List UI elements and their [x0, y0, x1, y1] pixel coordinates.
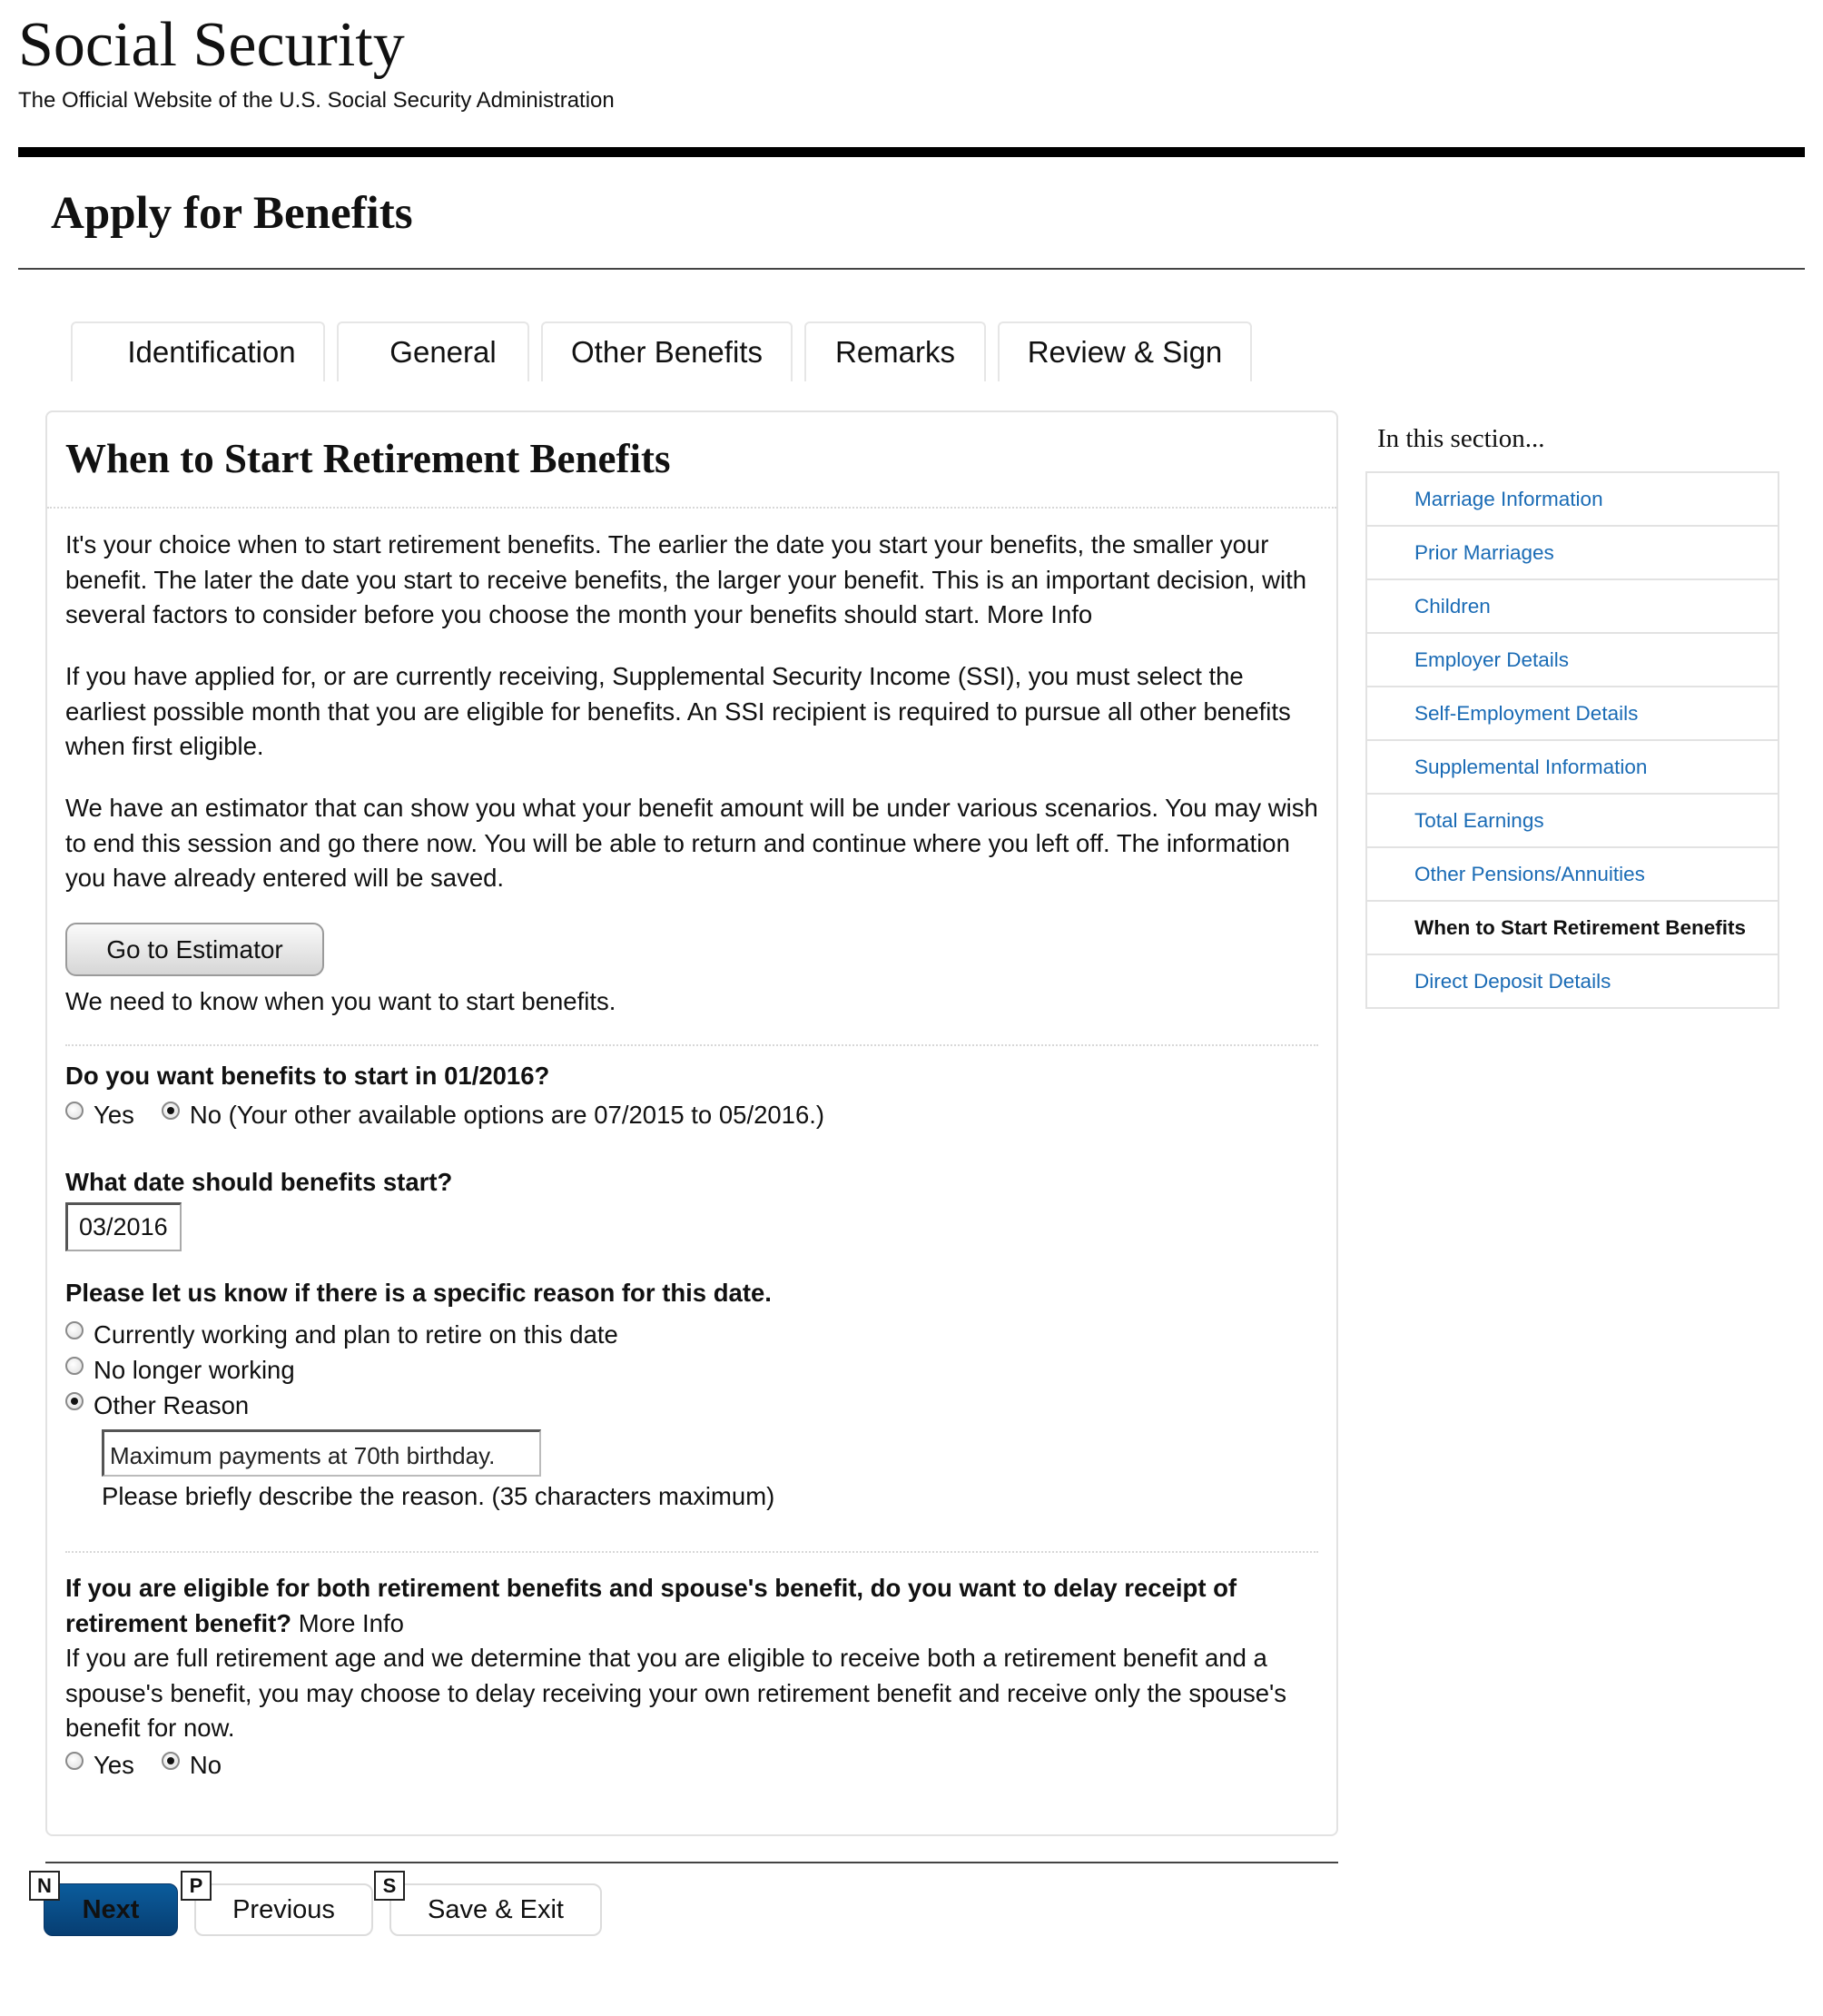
sidebar-item-supplemental-information[interactable]: Supplemental Information — [1367, 741, 1778, 795]
intro-text: It's your choice when to start retirement benefits. The earlier the date you start your benefits, the smaller your benefit. The later the date you start to receive benefits, the larger your benefit. This is an important decision, with several factors to consider before you choose the month your benefits should start. — [65, 530, 1307, 629]
tab-identification[interactable]: Identification — [71, 321, 325, 381]
start-month-yes-radio[interactable] — [65, 1102, 84, 1120]
spouse-no-label[interactable]: No — [189, 1751, 222, 1779]
tab-general[interactable]: General — [337, 321, 529, 381]
other-reason-hint: Please briefly describe the reason. (35 characters maximum) — [102, 1482, 775, 1510]
tab-other-benefits[interactable]: Other Benefits — [541, 321, 793, 381]
reason-working-radio[interactable] — [65, 1321, 84, 1339]
reason-working-label[interactable]: Currently working and plan to retire on this date — [94, 1320, 618, 1349]
start-month-yes-label[interactable]: Yes — [94, 1101, 134, 1129]
go-to-estimator-button[interactable]: Go to Estimator — [65, 923, 324, 976]
title-divider — [18, 268, 1805, 270]
sidebar-item-total-earnings[interactable]: Total Earnings — [1367, 795, 1778, 848]
reason-question: Please let us know if there is a specific reason for this date. — [65, 1279, 772, 1307]
site-title[interactable]: Social Security — [18, 10, 405, 80]
next-hotkey-badge: N — [29, 1871, 60, 1901]
start-month-no-label[interactable]: No (Your other available options are 07/2015 to 05/2016.) — [189, 1101, 825, 1129]
ssi-paragraph: If you have applied for, or are currently receiving, Supplemental Security Income (SSI), you must select the earliest possible month that you are eligible for benefits. An SSI recipient is required to pursue all other benefits when first eligible. — [65, 662, 1291, 761]
next-button[interactable]: Next — [44, 1883, 178, 1936]
spouse-no-radio[interactable] — [162, 1752, 180, 1770]
save-exit-hotkey-badge: S — [374, 1871, 405, 1901]
site-subtitle: The Official Website of the U.S. Social Security Administration — [18, 88, 615, 113]
start-date-input[interactable] — [65, 1202, 182, 1251]
reason-other-radio[interactable] — [65, 1392, 84, 1410]
sidebar-item-children[interactable]: Children — [1367, 580, 1778, 634]
panel-title-divider — [47, 507, 1336, 509]
spouse-question — [65, 1571, 1336, 1641]
start-date-question: What date should benefits start? — [65, 1168, 453, 1196]
panel-title: When to Start Retirement Benefits — [65, 436, 671, 481]
sidebar-item-when-to-start: When to Start Retirement Benefits — [1367, 902, 1778, 955]
tab-remarks[interactable]: Remarks — [804, 321, 986, 381]
sidebar-item-self-employment-details[interactable]: Self-Employment Details — [1367, 687, 1778, 741]
start-month-question: Do you want benefits to start in 01/2016? — [65, 1062, 550, 1090]
section-tabs — [71, 321, 1252, 381]
spouse-more-info-link[interactable]: More Info — [298, 1608, 404, 1637]
start-month-no-radio[interactable] — [162, 1102, 180, 1120]
spouse-radio-group — [65, 1751, 249, 1780]
sidebar-item-prior-marriages[interactable]: Prior Marriages — [1367, 527, 1778, 580]
save-exit-button[interactable]: Save & Exit — [389, 1883, 602, 1936]
sidebar-heading: In this section... — [1377, 424, 1545, 453]
sidebar-item-marriage-information[interactable]: Marriage Information — [1367, 473, 1778, 527]
reason-not-working-radio[interactable] — [65, 1357, 84, 1375]
reason-other-label[interactable]: Other Reason — [94, 1391, 250, 1419]
sidebar-item-direct-deposit-details[interactable]: Direct Deposit Details — [1367, 955, 1778, 1009]
header-divider — [18, 147, 1805, 157]
page-title: Apply for Benefits — [51, 188, 413, 239]
spouse-yes-radio[interactable] — [65, 1752, 84, 1770]
tab-review-sign[interactable]: Review & Sign — [998, 321, 1252, 381]
sidebar-item-employer-details[interactable]: Employer Details — [1367, 634, 1778, 687]
sidebar-nav — [1365, 471, 1779, 1009]
section-divider — [65, 1044, 1318, 1046]
spouse-description: If you are full retirement age and we determine that you are eligible to receive both a retirement benefit and a spouse's benefit, you may choose to delay receiving your own retirement benefit and receive only the spouse's benefit for now. — [65, 1644, 1287, 1743]
start-month-radio-group — [65, 1101, 852, 1130]
reason-option-other — [65, 1391, 249, 1420]
spouse-yes-label[interactable]: Yes — [94, 1751, 134, 1779]
sidebar-item-other-pensions[interactable]: Other Pensions/Annuities — [1367, 848, 1778, 902]
intro-paragraph — [65, 528, 1327, 633]
reason-option-not-working — [65, 1356, 295, 1385]
more-info-link[interactable]: More Info — [987, 600, 1093, 629]
reason-not-working-label[interactable]: No longer working — [94, 1356, 295, 1384]
previous-button[interactable]: Previous — [194, 1883, 373, 1936]
previous-hotkey-badge: P — [181, 1871, 212, 1901]
reason-option-working — [65, 1320, 618, 1349]
estimator-paragraph: We have an estimator that can show you what your benefit amount will be under various scenarios. You may wish to end this session and go there now. You will be able to return and continue where you left off. The information you have already entered will be saved. — [65, 794, 1318, 893]
other-reason-input[interactable] — [102, 1429, 541, 1477]
need-to-know-text: We need to know when you want to start benefits. — [65, 987, 616, 1015]
main-panel — [45, 410, 1338, 1836]
spouse-question-text: If you are eligible for both retirement benefits and spouse's benefit, do you want to delay receipt of retirement benefit? — [65, 1574, 1237, 1637]
footer-divider — [45, 1862, 1338, 1863]
section-divider — [65, 1551, 1318, 1553]
